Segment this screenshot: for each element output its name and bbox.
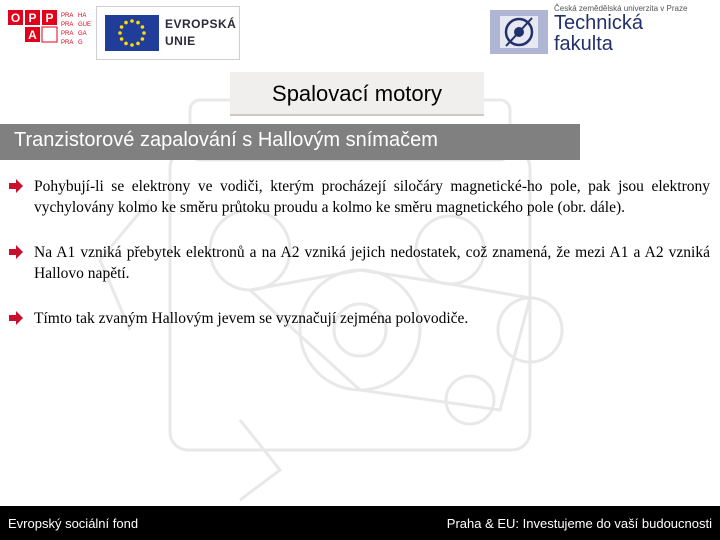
faculty-name [554,13,643,55]
bullet-text: Na A1 vzniká přebytek elektronů a na A2 vzniká jejich nedostatek, což znamená, že mezi A1 a A2 vzniká Hallovo napětí. [34,244,710,282]
bullet-text: Pohybují-li se elektrony ve vodiči, kterým procházejí siločáry magnetické-ho pole, pak jsou elektrony vychylovány kolmo ke směru průtoku proudu a kolmo ke směru magnetického pole (obr. dále). [34,178,710,216]
praha-cell-1: PRA [61,13,74,19]
eu-label [165,16,236,50]
opp-letter-a: A [28,28,37,42]
opp-letter-p2: P [45,11,54,25]
faculty-emblem-icon [486,6,552,58]
faculty-name-line1: Technická [554,12,643,34]
arrow-bullet-icon [8,179,24,193]
praha-cell-7: PRA [61,40,74,46]
praha-cell-6: GA [78,31,87,37]
bullet-text: Tímto tak zvaným Hallovým jevem se vyznačují zejména polovodiče. [34,310,469,327]
header [0,0,720,62]
arrow-bullet-icon [8,311,24,325]
praha-cell-8: G [78,40,83,46]
slide-subtitle-bar [0,124,580,160]
opp-letter-p1: P [28,11,37,25]
eu-label-line1: EVROPSKÁ [165,17,237,31]
praha-cell-2: HA [78,13,87,19]
opp-letter-o: O [10,11,21,25]
footer-bar [0,506,720,540]
slide-title: Spalovací motory [272,81,442,106]
eu-label-line2: UNIE [165,34,196,48]
praha-cell-5: PRA [61,31,74,37]
eu-flag-icon [105,15,159,51]
footer-left-text: Evropský sociální fond [8,516,139,531]
faculty-name-line2: fakulta [554,33,613,55]
praha-cell-3: PRA [61,22,74,28]
slide-title-box [230,72,484,116]
eu-logo [96,6,240,60]
bullet-list [8,176,710,353]
arrow-bullet-icon [8,245,24,259]
bullet-item [8,176,710,218]
praha-cell-4: GUE [78,22,92,28]
footer-right-text: Praha & EU: Investujeme do vaší budoucnosti [446,516,712,531]
opp-praha-logo [8,10,96,50]
bullet-item [8,308,710,329]
slide-subtitle: Tranzistorové zapalování s Hallovým snímačem [14,129,438,151]
bullet-item [8,242,710,284]
faculty-university-name: Česká zemědělská univerzita v Praze [554,4,688,13]
